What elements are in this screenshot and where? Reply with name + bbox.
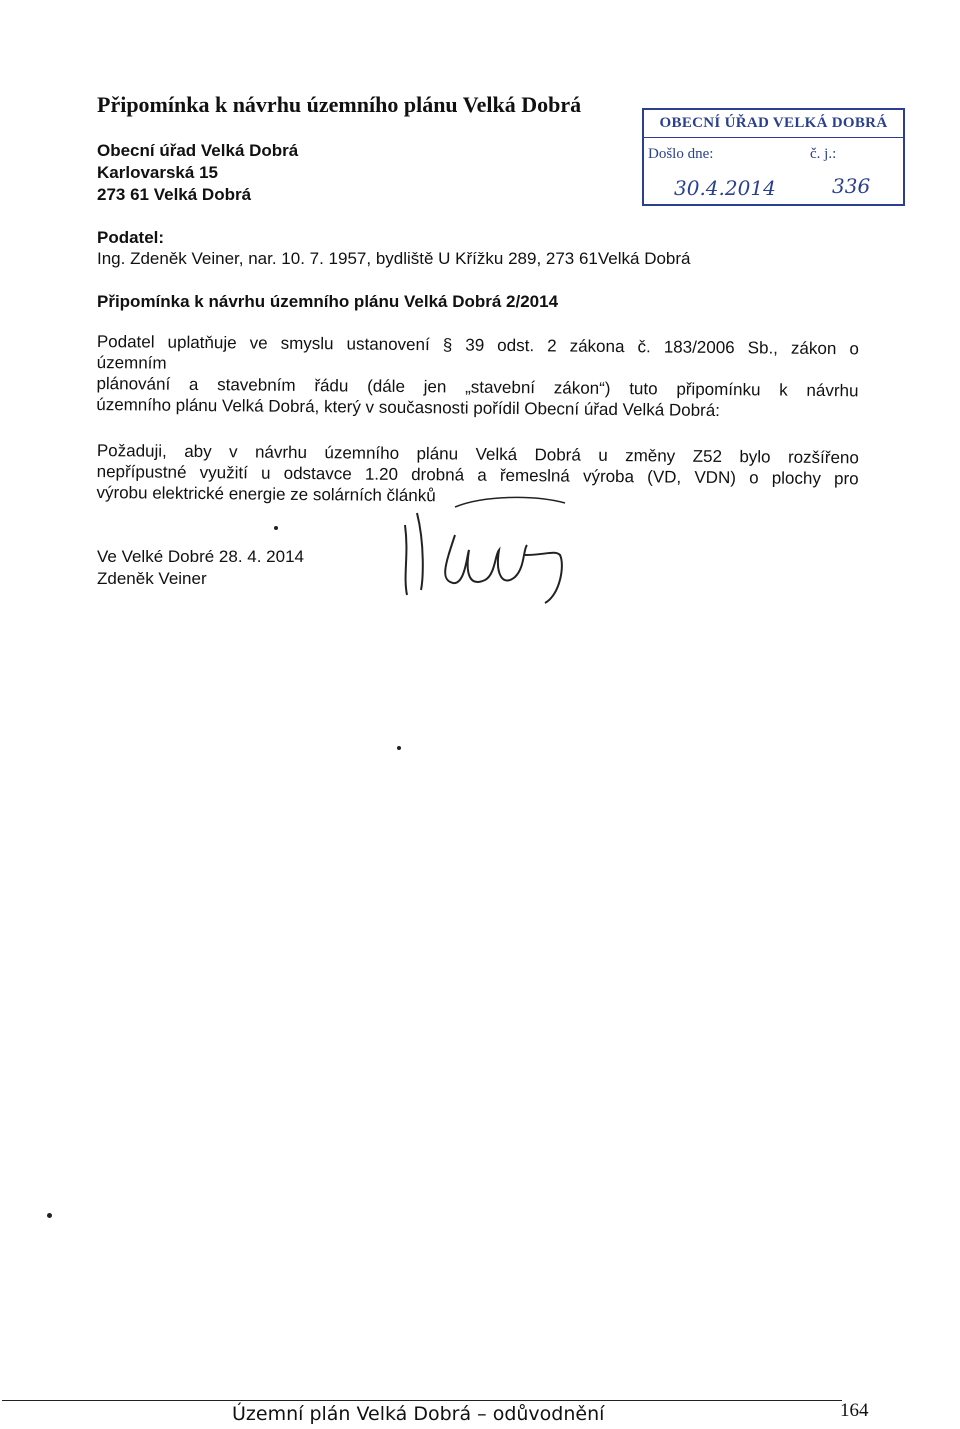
stamp-header: OBECNÍ ÚŘAD VELKÁ DOBRÁ [644, 110, 903, 138]
recipient-city: 273 61 Velká Dobrá [97, 185, 252, 204]
signatory-name: Zdeněk Veiner [97, 569, 207, 588]
document-title: Připomínka k návrhu územního plánu Velká Dobrá [97, 92, 582, 117]
applicant-label: Podatel: [97, 228, 165, 247]
place-and-date: Ve Velké Dobré 28. 4. 2014 [97, 547, 304, 566]
footer-title: Územní plán Velká Dobrá – odůvodnění [232, 1403, 605, 1425]
paragraph2-line3: výrobu elektrické energie ze solárních článků [96, 482, 436, 506]
paragraph2-line1: Požaduji, aby v návrhu územního plánu Velká Dobrá u změny Z52 bylo rozšířeno [96, 440, 859, 468]
subject-heading: Připomínka k návrhu územního plánu Velká Dobrá 2/2014 [97, 292, 559, 311]
stamp-labels-row [644, 138, 903, 168]
stamp-ref-number: 336 [832, 174, 871, 198]
received-stamp [642, 108, 905, 206]
handwritten-signature [395, 495, 595, 615]
stray-mark [47, 1213, 52, 1218]
paragraph1-line4: územního plánu Velká Dobrá, který v současnosti pořídil Obecní úřad Velká Dobrá: [96, 394, 721, 420]
recipient-street: Karlovarská 15 [97, 163, 218, 182]
signature-block [97, 546, 304, 590]
stray-mark [397, 746, 401, 750]
paragraph2-line2: nepřípustné využití u odstavce 1.20 drobná a řemeslná výroba (VD, VDN) o plochy pro [96, 461, 859, 489]
recipient-name: Obecní úřad Velká Dobrá [97, 141, 299, 160]
stamp-received-label: Došlo dne: [648, 146, 714, 162]
paragraph-legal-basis [96, 331, 859, 422]
paragraph1-line2: územním [96, 352, 167, 373]
stamp-received-date: 30.4.2014 [674, 176, 776, 200]
recipient-address [97, 140, 298, 206]
stray-mark [274, 526, 278, 530]
footer-rule [2, 1400, 842, 1401]
paragraph1-line3: plánování a stavebním řádu (dále jen „stavební zákon“) tuto připomínku k návrhu [96, 373, 859, 401]
applicant-details: Ing. Zdeněk Veiner, nar. 10. 7. 1957, bydliště U Křížku 289, 273 61Velká Dobrá [97, 249, 691, 268]
paragraph1-line1: Podatel uplatňuje ve smyslu ustanovení § 39 odst. 2 zákona č. 183/2006 Sb., zákon o [96, 331, 859, 359]
stamp-ref-label: č. j.: [810, 146, 837, 162]
page-number: 164 [840, 1400, 869, 1421]
